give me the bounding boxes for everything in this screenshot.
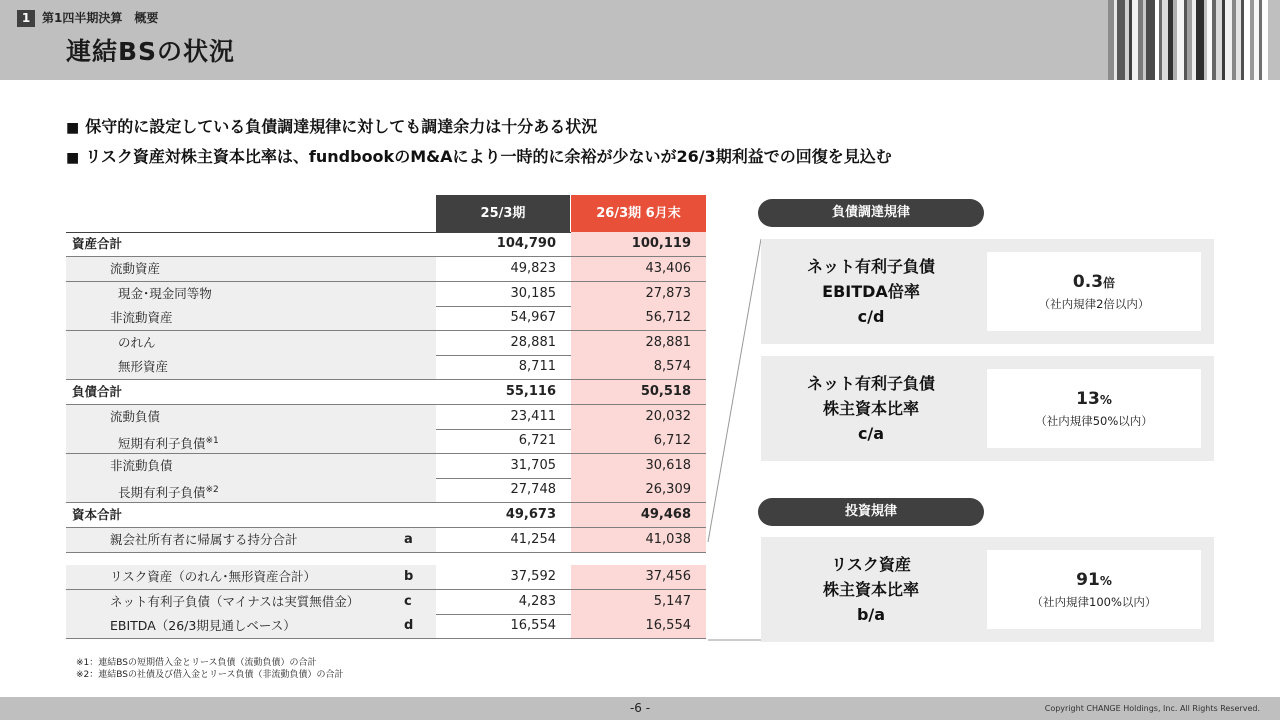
table-row [66,405,706,430]
col-header-fy25: 25/3期 [436,195,570,232]
value-fy25: 30,185 [510,286,556,301]
row-label: 流動負債 [110,409,161,424]
table-row [66,380,706,405]
value-fy26-june: 27,873 [645,286,691,301]
value-fy25: 16,554 [510,618,556,633]
ratio-note: （社内規律100%以内） [1031,595,1157,609]
bullet-1: ■ 保守的に設定している負債調達規律に対しても調達余力は十分ある状況 [66,117,598,136]
table-row [66,355,706,380]
footnote-ref: ※1 [205,436,219,446]
row-label: 流動資産 [110,261,161,276]
value-fy26-june: 26,309 [645,482,691,497]
ratio-label: リスク資産 株主資本比率 b/a [822,555,919,624]
ratio-note: （社内規律2倍以内） [1038,297,1150,311]
ratio-value-card [987,252,1201,331]
ratio-label: ネット有利子負債 株主資本比率 c/a [806,374,935,443]
ratio-value: 0.3倍 [1072,272,1116,292]
value-fy25: 31,705 [510,458,556,473]
value-fy25: 27,748 [510,482,556,497]
page-title: 連結BSの状況 [66,37,236,66]
value-fy25: 28,881 [510,335,556,350]
ratio-value-card [987,369,1201,448]
table-row [66,528,706,553]
value-fy25: 54,967 [510,310,556,325]
value-fy26-june: 100,119 [631,236,691,251]
value-fy26-june: 5,147 [653,594,691,609]
row-letter: a [404,532,413,547]
footnote-1: ※1：連結BSの短期借入金とリース負債（流動負債）の合計 [76,658,317,668]
value-fy25: 49,823 [510,261,556,276]
section-label: 第1四半期決算 概要 [42,11,159,25]
value-fy26-june: 28,881 [645,335,691,350]
row-letter: d [404,618,414,633]
value-fy25: 6,721 [518,433,556,448]
table-row [66,503,706,528]
table-row [66,614,706,639]
value-fy26-june: 43,406 [645,261,691,276]
footnote-ref: ※2 [205,485,219,495]
bullet-marker-icon: ■ [66,150,80,166]
row-label: リスク資産（のれん･無形資産合計） [110,569,317,584]
row-label: 親会社所有者に帰属する持分合計 [110,532,298,547]
value-fy25: 104,790 [496,236,556,251]
value-fy26-june: 49,468 [640,507,691,522]
value-fy26-june: 50,518 [640,384,691,399]
ratio-note: （社内規律50%以内） [1035,414,1153,428]
value-fy26-june: 8,574 [653,359,691,374]
value-fy26-june: 20,032 [645,409,691,424]
decorative-stripes [1108,0,1280,80]
bullet-2: ■ リスク資産対株主資本比率は、fundbookのM&Aにより一時的に余裕が少ないが26/3期利益での回復を見込む [66,147,892,166]
value-fy25: 4,283 [518,594,556,609]
value-fy25: 23,411 [510,409,556,424]
table-row [66,590,706,615]
table-row [66,429,706,454]
value-fy26-june: 41,038 [645,532,691,547]
row-label: 負債合計 [72,384,123,399]
ratio-box-net-debt-ebitda [761,239,1214,344]
value-fy25: 49,673 [505,507,556,522]
row-label: 長期有利子負債$^{※2}$ [118,485,219,501]
table-row [66,454,706,479]
row-label: 現金･現金同等物 [118,286,212,301]
value-fy26-june: 16,554 [645,618,691,633]
table-row [66,331,706,356]
ratio-box-net-debt-equity [761,356,1214,461]
row-label: ネット有利子負債（マイナスは実質無借金） [110,594,360,609]
table-row [66,232,706,257]
table-row [66,478,706,503]
row-label: 資本合計 [72,507,123,522]
row-label: 無形資産 [118,359,169,374]
row-label: 資産合計 [72,236,123,251]
ratio-value-card [987,550,1201,629]
row-label: EBITDA（26/3期見通しベース） [110,618,296,633]
value-fy25: 41,254 [510,532,556,547]
header-bar [0,0,1280,80]
section-number: 1 [17,10,35,27]
table-row [66,257,706,282]
row-label: のれん [118,335,156,350]
ratio-value: 91% [1076,570,1112,590]
table-row [66,282,706,307]
ratio-value: 13% [1076,389,1112,409]
table-row [66,565,706,590]
value-fy25: 55,116 [505,384,556,399]
ratio-box-risk-asset-equity [761,537,1214,642]
debt-rules-pill: 負債調達規律 [758,199,984,227]
footnote-2: ※2：連結BSの社債及び借入金とリース負債（非流動負債）の合計 [76,670,344,680]
row-label: 非流動資産 [110,310,173,325]
value-fy26-june: 6,712 [653,433,691,448]
row-label: 非流動負債 [110,458,173,473]
row-letter: c [404,594,412,609]
footer-bar [0,697,1280,720]
page-number: -6 - [629,701,651,715]
value-fy26-june: 30,618 [645,458,691,473]
ratio-label: ネット有利子負債 EBITDA倍率 c/d [806,257,935,326]
investment-rules-pill: 投資規律 [758,498,984,526]
row-letter: b [404,569,414,584]
value-fy26-june: 56,712 [645,310,691,325]
table-row [66,306,706,331]
copyright: Copyright CHANGE Holdings, Inc. All Rights Reserved. [1044,704,1260,713]
value-fy25: 8,711 [518,359,556,374]
col-header-fy26-june: 26/3期 6月末 [571,195,706,232]
value-fy26-june: 37,456 [645,569,691,584]
value-fy25: 37,592 [510,569,556,584]
bullet-marker-icon: ■ [66,120,80,136]
row-label: 短期有利子負債$^{※1}$ [118,436,219,452]
